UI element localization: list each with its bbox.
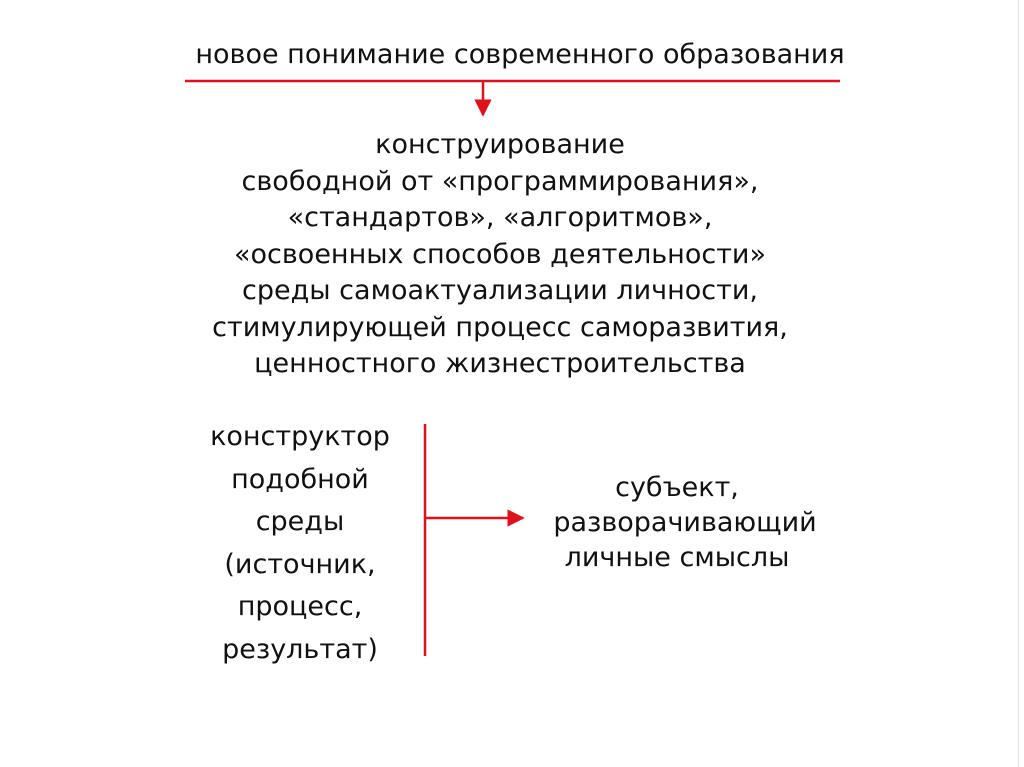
constructor-line: (источник, (224, 548, 376, 580)
subject-line: субъект, (615, 472, 739, 503)
title-text: новое понимание современного образования (195, 39, 845, 70)
main-line: свободной от «программирования», (241, 165, 759, 197)
subject-line: личные смыслы (564, 542, 790, 573)
constructor-line: процесс, (237, 591, 363, 622)
subject-line: разворачивающий (553, 507, 817, 538)
constructor-line: конструктор (210, 421, 390, 452)
main-line: конструирование (375, 129, 625, 160)
main-line: стимулирующей процесс саморазвития, (212, 311, 788, 343)
constructor-line: результат) (222, 633, 378, 665)
main-line: ценностного жизнестроительства (254, 348, 746, 379)
constructor-line: среды (255, 506, 345, 537)
constructor-line: подобной (231, 463, 369, 495)
main-line: «стандартов», «алгоритмов», (287, 202, 713, 233)
main-line: среды самоактуализации личности, (242, 275, 758, 306)
main-line: «освоенных способов деятельности» (234, 238, 766, 270)
